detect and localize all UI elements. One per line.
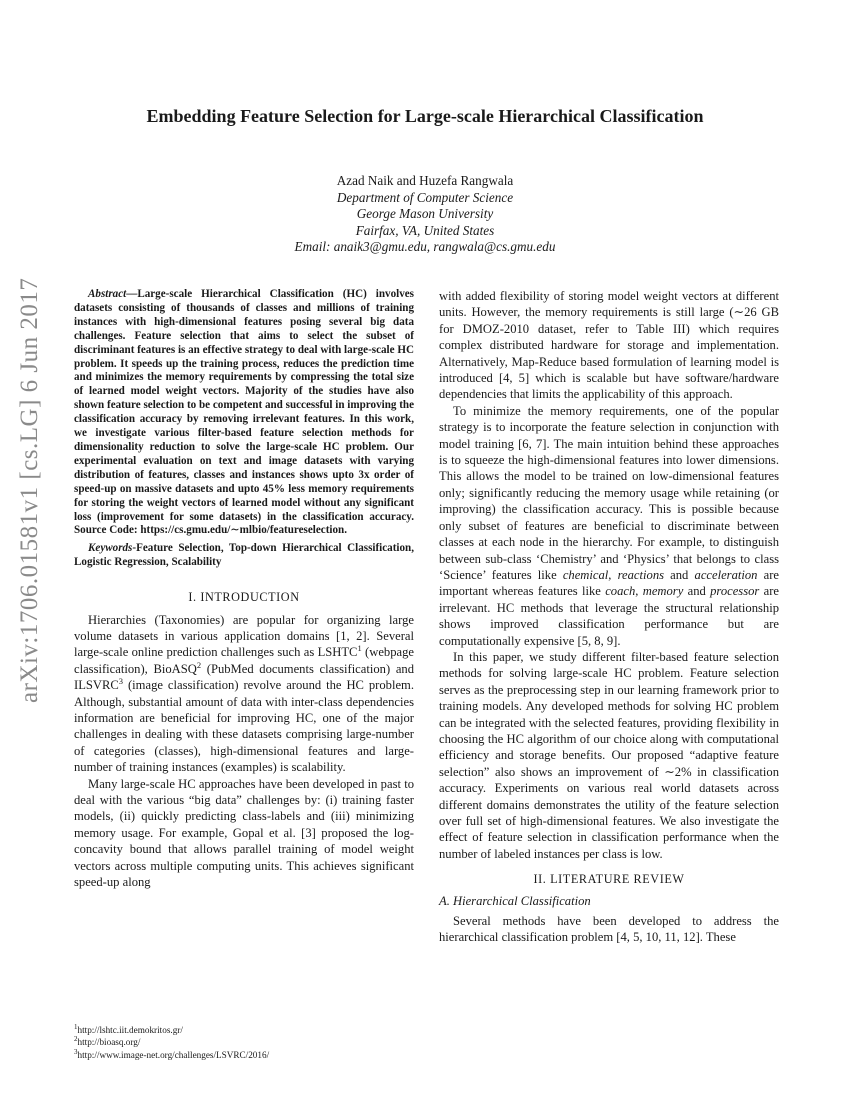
footnote-url-1[interactable]: http://lshtc.iit.demokritos.gr/ <box>77 1025 183 1035</box>
section-heading-literature-review: II. LITERATURE REVIEW <box>533 872 685 887</box>
abstract-lead: Abstract <box>88 288 127 300</box>
emph-coach: coach <box>605 584 636 599</box>
footnote-2 <box>74 1036 414 1048</box>
author-email: Email: anaik3@gmu.edu, rangwala@cs.gmu.edu <box>294 239 556 255</box>
emph-memory: memory <box>642 584 684 599</box>
footnotes <box>74 1024 414 1061</box>
footnote-1 <box>74 1024 414 1036</box>
footnote-ref-2: 2 <box>196 659 202 670</box>
intro-p1-text-b: (webpage classification), BioASQ <box>74 645 414 676</box>
abstract <box>74 288 414 538</box>
footnote-ref-1: 1 <box>357 643 362 654</box>
right-column <box>439 288 779 946</box>
intro-p4-text-f: and <box>683 584 711 599</box>
author-department: Department of Computer Science <box>336 189 514 205</box>
keywords <box>74 542 414 570</box>
emph-processor: processor <box>710 584 760 599</box>
intro-p4-text-d: are important whereas features like <box>439 567 779 599</box>
intro-p1-text-d: (image classification) revolve around the HC problem. Although, substantial amount of data with inter-class dependencies information are beneficial for improving HC, one of the major challenges in dealing with these datasets comprising large-number of categories (classes), high-dimensional features and large-number of training instances (examples) is scalability. <box>74 678 414 775</box>
emph-acceleration: acceleration <box>694 567 758 582</box>
intro-p4-text-c: and <box>664 567 695 582</box>
footnote-mark-3: 3 <box>74 1047 78 1056</box>
subsection-heading-hierarchical-classification: A. Hierarchical Classification <box>439 893 591 908</box>
arxiv-identifier: arXiv:1706.01581v1 [cs.LG] 6 Jun 2017 <box>16 277 43 703</box>
intro-p4-text-b: , <box>608 567 618 582</box>
keywords-text: -Feature Selection, Top-down Hierarchical Classification, Logistic Regression, Scalability <box>74 542 414 569</box>
paper-title: Embedding Feature Selection for Large-scale Hierarchical Classification <box>146 106 704 126</box>
intro-p4-text-e: , <box>635 584 643 599</box>
intro-paragraph-5: In this paper, we study different filter-based feature selection methods for solving large-scale HC problem. Feature selection serves as the preprocessing step in our learning framework prior to training models. Any developed methods for solving HC problem can be integrated with the selected features, providing flexibility in choosing the HC algorithm of our choice along with computational efficiency and storage benefits. Our proposed “adaptive feature selection” also shows an improvement of ∼2% in classification accuracy. Experiments on various real world datasets across different domains demonstrates the utility of the feature selection over full set of high-dimensional features. We also investigate the effect of feature selection in classification performance when the number of labeled instances per class is low. <box>439 649 779 861</box>
intro-paragraph-3: with added flexibility of storing model weight vectors at different units. However, the memory requirements is still large (∼26 GB for DMOZ-2010 dataset, refer to Table III) which requires complex distributed hardware for storage and implementation. Alternatively, Map-Reduce based formulation of learning model is introduced [4, 5] which is scalable but have software/hardware dependencies that limits the applicability of this approach. <box>439 289 779 402</box>
intro-paragraph-4 <box>439 403 779 649</box>
emph-chemical: chemical <box>562 567 609 582</box>
lit-review-paragraph-1: Several methods have been developed to address the hierarchical classification problem [4, 5, 10, 11, 12]. These <box>439 914 779 945</box>
footnote-url-2[interactable]: http://bioasq.org/ <box>77 1037 141 1048</box>
footnote-3 <box>74 1049 414 1061</box>
intro-paragraph-1 <box>74 612 414 776</box>
footnote-url-3[interactable]: http://www.image-net.org/challenges/LSVRC/2016/ <box>77 1049 270 1060</box>
author-university: George Mason University <box>356 206 494 222</box>
footnote-mark-2: 2 <box>74 1035 78 1044</box>
intro-p4-text-g: are irrelevant. HC methods that leverage the structural relationship shows improved classification performance but are computationally expensive [5, 8, 9]. <box>439 584 779 648</box>
author-names: Azad Naik and Huzefa Rangwala <box>336 173 514 188</box>
intro-p4-text-a: To minimize the memory requirements, one of the popular strategy is to incorporate the feature selection in conjunction with model training [6, 7]. The main intuition behind these approaches is to squeeze the high-dimensional features into lower dimensions. This allows the model to be trained on low-dimensional features only; significantly reducing the memory usage while retaining (or improving) the classification accuracy. This is possible because only subset of features are beneficial to discriminate between classes at each node in the hierarchy. For example, to distinguish between sub-class ‘Chemistry’ and ‘Physics’ that belongs to class ‘Science’ features like <box>439 403 779 582</box>
intro-p1-text-c: (PubMed documents classification) and ILSVRC <box>74 661 414 693</box>
intro-paragraph-2: Many large-scale HC approaches have been developed in past to deal with the various “big data” challenges by: (i) training faster models, (ii) quickly predicting class-labels and (iii) minimizing memory usage. For example, Gopal et al. [3] proposed the log-concavity bound that allows parallel training of model weight vectors across multiple computing units. This achieves significant speed-up along <box>74 776 414 890</box>
left-column <box>74 288 414 890</box>
emph-reactions: reactions <box>617 567 665 582</box>
footnote-mark-1: 1 <box>74 1022 78 1031</box>
author-block <box>60 173 790 256</box>
section-heading-introduction: I. INTRODUCTION <box>188 590 300 605</box>
abstract-text: —Large-scale Hierarchical Classification (HC) involves datasets consisting of thousands of classes and millions of training instances with high-dimensional features posing several big data challenges. Feature selection that aims to select the subset of discriminant features is an effective strategy to deal with large-scale HC problem. It speeds up the training process, reduces the prediction time and minimizes the memory requirements by compressing the total size of learned model weight vectors. Majority of the studies have also shown feature selection to be competent and successful in improving the classification accuracy by removing irrelevant features. In this work, we investigate various filter-based feature selection methods for dimensionality reduction to solve the large-scale HC problem. Our experimental evaluation on text and image datasets with varying distribution of features, classes and instances shows upto 3x order of speed-up on massive datasets and upto 45% less memory requirements for storing the weight vectors of learned model without any significant loss (improvement for some datasets) in the classification accuracy. Source Code: https://cs.gmu.edu/∼mlbio/featureselection. <box>74 288 414 537</box>
intro-p1-text-a: Hierarchies (Taxonomies) are popular for organizing large volume datasets in various application domains [1, 2]. Several large-scale online prediction challenges such as LSHTC <box>74 612 414 660</box>
footnote-ref-3: 3 <box>118 675 124 686</box>
author-location: Fairfax, VA, United States <box>355 222 495 238</box>
keywords-lead: Keywords <box>88 542 133 555</box>
